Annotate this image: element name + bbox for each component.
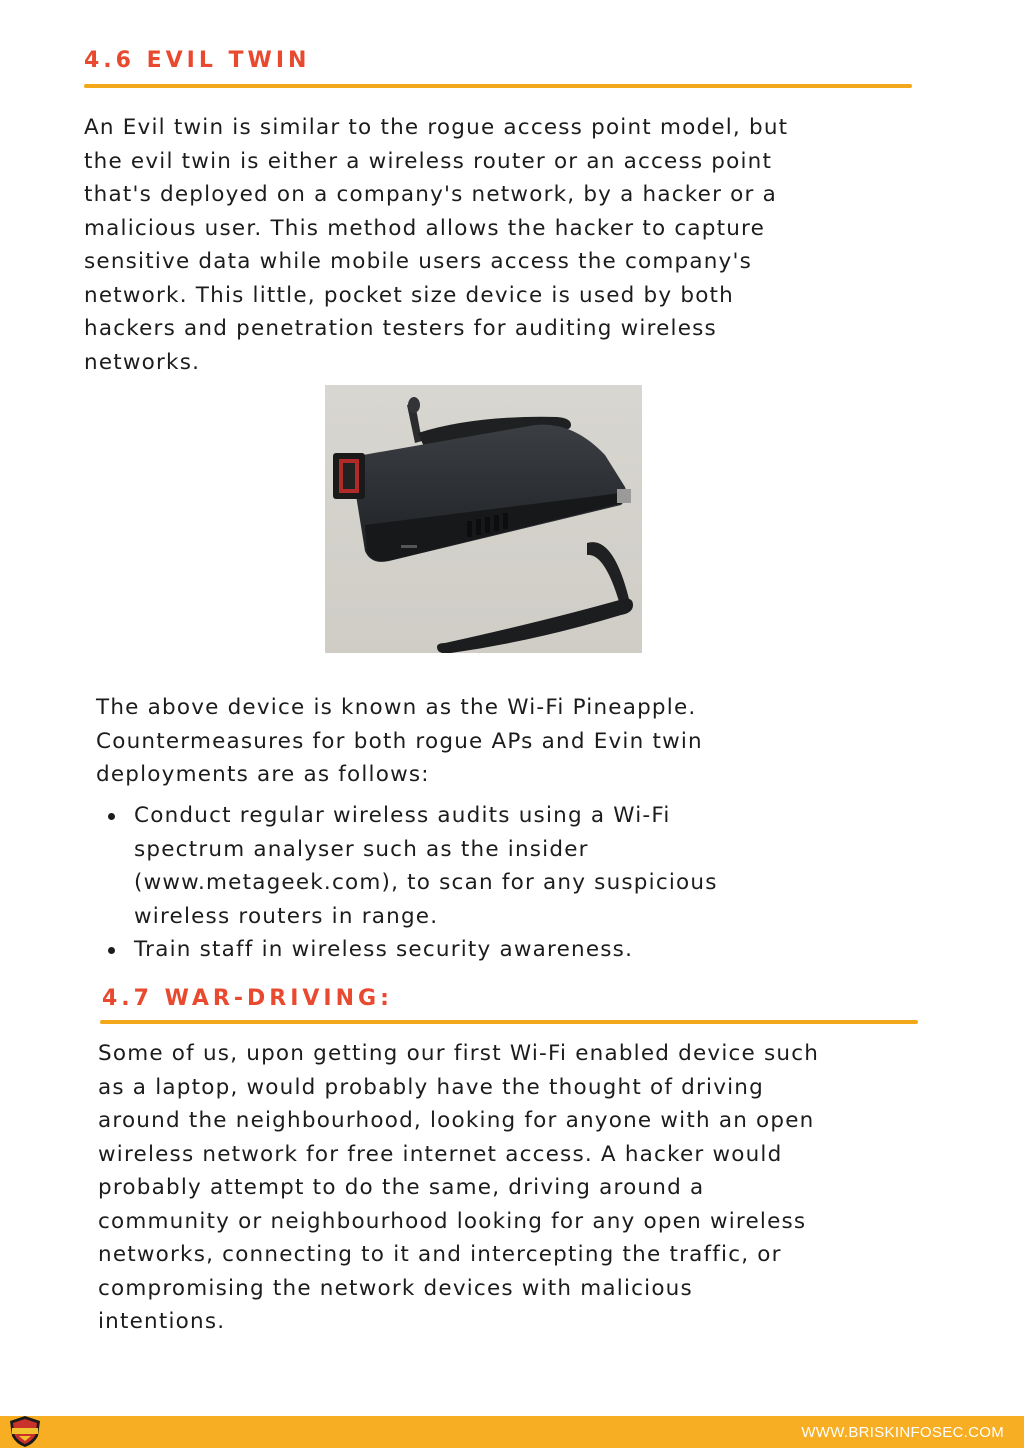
- list-item: [96, 799, 976, 933]
- heading-underline: [84, 84, 912, 88]
- text-line: networks, connecting to it and intercepting the traffic, or: [98, 1242, 782, 1267]
- text-line: Train staff in wireless security awareness.: [134, 937, 634, 962]
- text-line: wireless network for free internet access. A hacker would: [98, 1141, 783, 1167]
- war-driving-paragraph: [98, 1037, 998, 1339]
- section-heading-evil-twin: 4.6 EVIL TWIN: [84, 48, 311, 73]
- text-line: the evil twin is either a wireless router or an access point: [84, 148, 773, 174]
- text-line: as a laptop, would probably have the thought of driving: [98, 1074, 764, 1100]
- text-line: sensitive data while mobile users access the company's: [84, 249, 752, 274]
- text-line: Countermeasures for both rogue APs and Evin twin: [96, 728, 703, 754]
- text-line: deployments are as follows:: [96, 762, 430, 787]
- section-heading-war-driving: 4.7 WAR-DRIVING:: [102, 986, 393, 1011]
- text-line: The above device is known as the Wi-Fi Pineapple.: [96, 695, 697, 720]
- footer-website-link[interactable]: WWW.BRISKINFOSEC.COM: [801, 1424, 1004, 1441]
- evil-twin-paragraph: [84, 111, 964, 379]
- text-line: that's deployed on a company's network, by a hacker or a: [84, 182, 777, 207]
- countermeasures-list: [96, 799, 976, 967]
- list-item: [96, 933, 976, 967]
- bullet-icon: [108, 947, 115, 954]
- wifi-pineapple-device-image: [325, 385, 642, 653]
- bullet-icon: [108, 813, 115, 820]
- text-line: intentions.: [98, 1309, 226, 1334]
- text-line: Some of us, upon getting our first Wi-Fi enabled device such: [98, 1041, 820, 1066]
- text-line: compromising the network devices with malicious: [98, 1275, 693, 1301]
- text-line: community or neighbourhood looking for any open wireless: [98, 1208, 807, 1234]
- text-line: probably attempt to do the same, driving around a: [98, 1175, 705, 1200]
- text-line: Conduct regular wireless audits using a Wi-Fi: [134, 803, 671, 828]
- usb-plug: [617, 489, 631, 503]
- text-line: hackers and penetration testers for auditing wireless: [84, 316, 717, 341]
- text-line: (www.metageek.com), to scan for any suspicious: [134, 870, 718, 895]
- text-line: malicious user. This method allows the hacker to capture: [84, 215, 766, 241]
- countermeasures-intro: [96, 691, 976, 792]
- text-line: An Evil twin is similar to the rogue access point model, but: [84, 115, 789, 140]
- usb-adapter: [333, 453, 365, 499]
- heading-underline: [100, 1020, 918, 1024]
- brisk-infosec-shield-logo-icon: [6, 1414, 44, 1448]
- text-line: networks.: [84, 349, 201, 375]
- text-line: network. This little, pocket size device is used by both: [84, 282, 735, 308]
- text-line: wireless routers in range.: [134, 903, 439, 929]
- text-line: around the neighbourhood, looking for anyone with an open: [98, 1108, 815, 1133]
- footer-bar: [0, 1416, 1024, 1448]
- text-line: spectrum analyser such as the insider: [134, 836, 589, 862]
- wifi-pineapple-photo: [325, 385, 642, 653]
